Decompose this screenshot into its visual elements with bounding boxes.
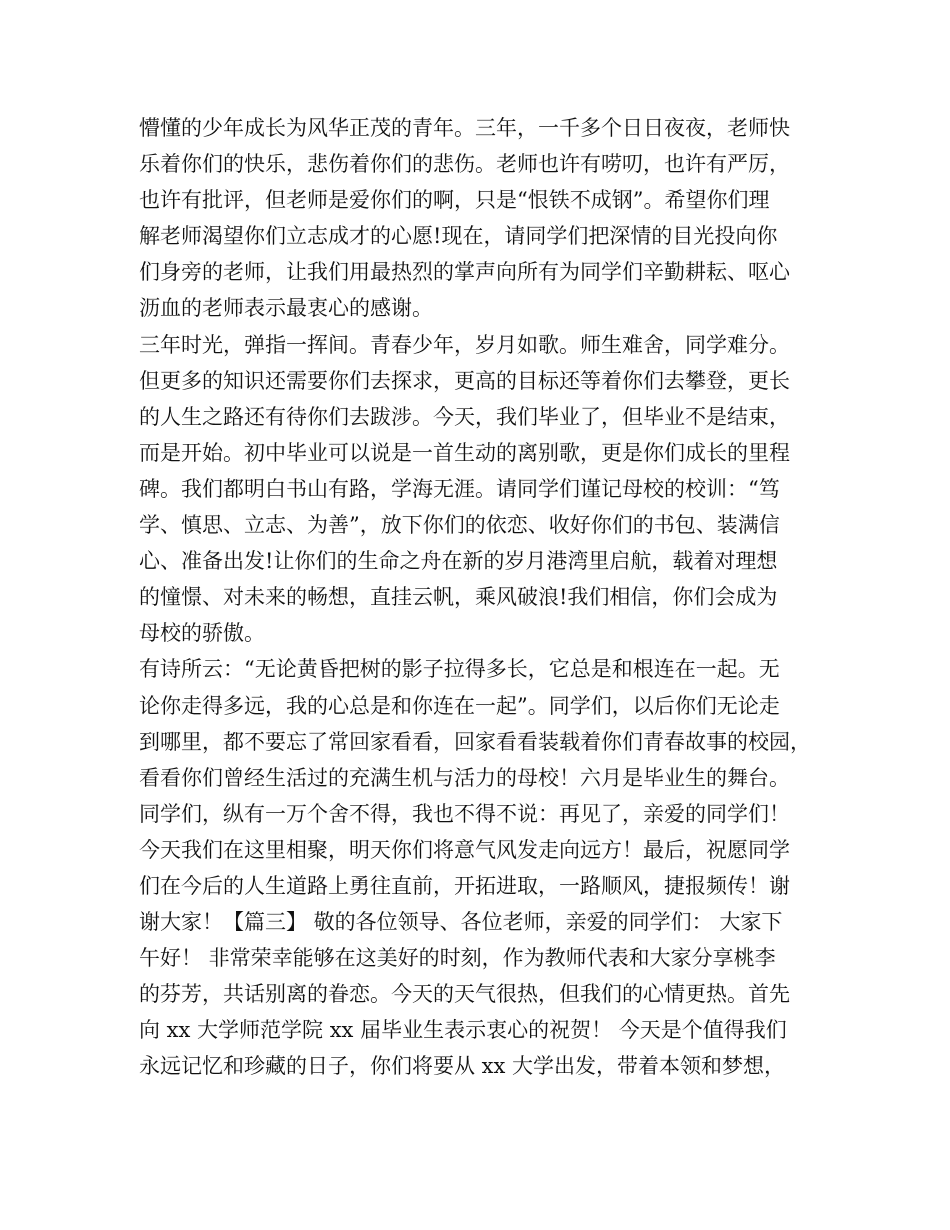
text-line: 的人生之路还有待你们去跋涉。今天，我们毕业了，但毕业不是结束，	[139, 404, 790, 429]
text-line: 永远记忆和珍藏的日子，你们将要从 xx 大学出发，带着本领和梦想，	[139, 1054, 786, 1079]
text-line: 乐着你们的快乐，悲伤着你们的悲伤。老师也许有唠叨，也许有严厉，	[139, 152, 790, 177]
text-line: 论你走得多远，我的心总是和你连在一起”。同学们，以后你们无论走	[139, 693, 780, 718]
text-line: 到哪里，都不要忘了常回家看看，回家看看装载着你们青春故事的校园，	[139, 729, 811, 754]
text-line: 三年时光，弹指一挥间。青春少年，岁月如歌。师生难舍，同学难分。	[139, 332, 790, 357]
text-line: 的憧憬、对未来的畅想，直挂云帆，乘风破浪!我们相信，你们会成为	[139, 585, 778, 610]
text-line: 心、准备出发!让你们的生命之舟在新的岁月港湾里启航，载着对理想	[139, 549, 778, 574]
text-line: 沥血的老师表示最衷心的感谢。	[139, 296, 433, 321]
text-line: 有诗所云：“无论黄昏把树的影子拉得多长，它总是和根连在一起。无	[139, 657, 780, 682]
text-line: 碑。我们都明白书山有路，学海无涯。请同学们谨记母校的校训：“笃	[139, 476, 780, 501]
text-line: 午好！ 非常荣幸能够在这美好的时刻，作为教师代表和大家分享桃李	[139, 946, 776, 971]
body-text	[139, 110, 815, 1085]
text-line: 的芬芳，共话别离的眷恋。今天的天气很热，但我们的心情更热。首先	[139, 982, 790, 1007]
text-line: 学、慎思、立志、为善”，放下你们的依恋、收好你们的书包、装满信	[139, 513, 780, 538]
text-line: 解老师渴望你们立志成才的心愿!现在，请同学们把深情的目光投向你	[139, 224, 778, 249]
text-line: 今天我们在这里相聚，明天你们将意气风发走向远方！最后，祝愿同学	[139, 837, 790, 862]
text-line: 但更多的知识还需要你们去探求，更高的目标还等着你们去攀登，更长	[139, 368, 790, 393]
text-line: 们在今后的人生道路上勇往直前，开拓进取，一路顺风，捷报频传！谢	[139, 873, 790, 898]
text-line: 懵懂的少年成长为风华正茂的青年。三年，一千多个日日夜夜，老师快	[139, 116, 790, 140]
text-line: 向 xx 大学师范学院 xx 届毕业生表示衷心的祝贺！ 今天是个值得我们	[139, 1018, 787, 1043]
text-line: 谢大家！【篇三】 敬的各位领导、各位老师，亲爱的同学们： 大家下	[139, 910, 783, 935]
text-line: 同学们，纵有一万个舍不得，我也不得不说：再见了，亲爱的同学们！	[139, 801, 790, 826]
text-line: 也许有批评，但老师是爱你们的啊，只是“恨铁不成钢”。希望你们理	[139, 188, 770, 213]
text-line: 母校的骄傲。	[139, 621, 265, 646]
text-line: 而是开始。初中毕业可以说是一首生动的离别歌，更是你们成长的里程	[139, 440, 790, 465]
text-line: 看看你们曾经生活过的充满生机与活力的母校！六月是毕业生的舞台。	[139, 765, 790, 790]
text-line: 们身旁的老师，让我们用最热烈的掌声向所有为同学们辛勤耕耘、呕心	[139, 260, 790, 285]
